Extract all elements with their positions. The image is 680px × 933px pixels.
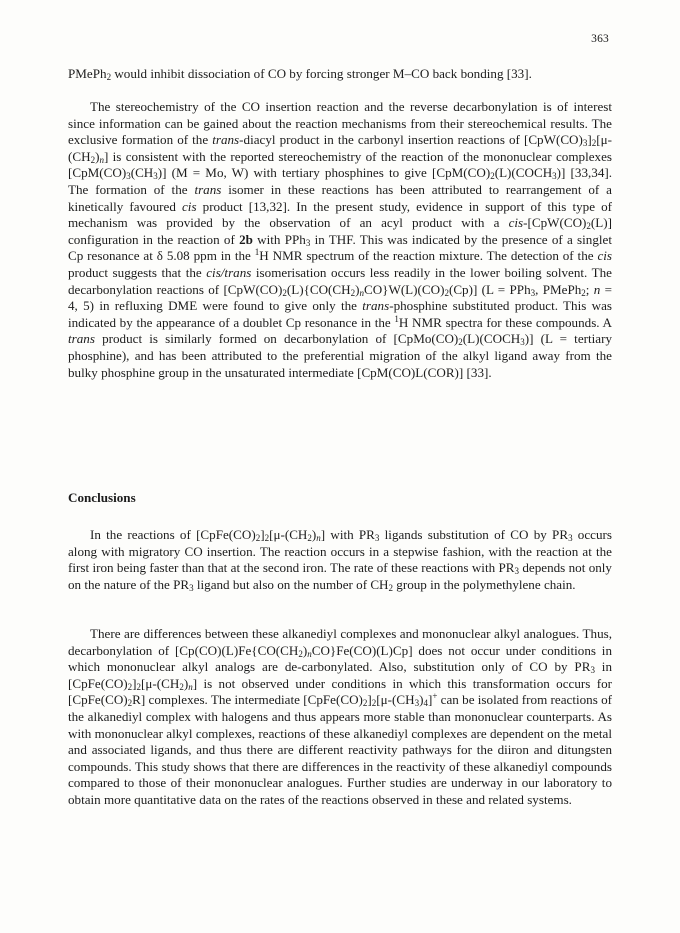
paragraph-continuation: PMePh$_2$ would inhibit dissociation of CO by forcing stronger M–CO back bonding [33]. bbox=[68, 66, 532, 82]
paragraph-conclusions-2: There are differences between these alkanediyl complexes and mononuclear alkyl analogues. Thus, decarbonylation of $[Cp(CO)(L)Fe\{CO(CH_2)_nCO\}Fe(CO)(L)Cp]$ does not occur under conditions in which mononuclear alkyl analogs are de-carbonylated. Also, substitution only of CO by $PR_3$ in $[CpFe(CO)_2]_2[\mu-(CH_2)_n]$ is not observed under conditions in which this transformation occurs for $[CpFe(CO)_2R]$ complexes. The intermediate $[CpFe(CO)_2]_2[\mu-(CH_3)_4]^+$ can be isolated from reactions of the alkanediyl complex with halogens and thus appears more stable than mononuclear counterparts. As with mononuclear alkyl complexes, reactions of these alkanediyl complexes are dependent on the metal and associated ligands, and thus there are different reactivity pathways for the diiron and ditungsten compounds. This study shows that there are differences in the reactivity of these alkanediyl compounds compared to those of their mononuclear analogues. Further studies are underway in our laboratory to obtain more quantitative data on the rates of the reactions observed in these and related systems. bbox=[68, 626, 613, 807]
section-heading-conclusions: Conclusions bbox=[68, 490, 136, 505]
paragraph-stereochemistry: The stereochemistry of the CO insertion reaction and the reverse decarbonylation is of interest since information can be gained about the reaction mechanisms from their stereochemical results. The exclusive formation of the trans-diacyl product in the carbonyl insertion reactions of $[CpW(CO)_3]_2[\mu-(CH_2)_n]$ is consistent with the reported stereochemistry of the reaction of the mononuclear complexes $[CpM(CO)_3(CH_3)] (M = Mo$, W) with tertiary phosphines to give $[CpM(CO)_2(L)(COCH_3)]$ [33,34]. The formation of the trans isomer in these reactions has been attributed to rearrangement of a kinetically favoured cis product [13,32]. In the present study, evidence in support of this type of mechanism was provided by the observation of an acyl product with a cis-$[CpW(CO)_2(L)]$ configuration in the reaction of 2b with PPh$_3$ in THF. This was indicated by the presence of a singlet Cp resonance at δ 5.08 ppm in the $^1$H NMR spectrum of the reaction mixture. The detection of the cis product suggests that the cis/trans isomerisation occurs less readily in the lower boiling solvent. The decarbonylation reactions of $[CpW(CO)_2(L)\{CO(CH_2)_nCO\}W(L)(CO)_2(Cp)] (L = PPh_3$, PMePh$_2$; n = 4, 5) in refluxing DME were found to give only the trans-phosphine substituted product. This was indicated by the appearance of a doublet Cp resonance in the $^1$H NMR spectra for these compounds. A trans product is similarly formed on decarbonylation of $[CpMo(CO)_2(L)(COCH_3)] (L$ = tertiary phosphine), and has been attributed to the preferential migration of the alkyl ligand away from the bulky phosphine group in the unsaturated intermediate [CpM(CO)L(COR)] [33]. bbox=[68, 99, 613, 380]
page-number: 363 bbox=[591, 33, 609, 45]
paragraph-conclusions-1: In the reactions of $[CpFe(CO)_2]_2[\mu-(CH_2)_n]$ with $PR_3$ ligands substitution of CO by $PR_3$ occurs along with migratory CO insertion. The reaction occurs in a stepwise fashion, with the reaction at the first iron being faster than that at the second iron. The rate of these reactions with $PR_3$ depends not only on the nature of the $PR_3$ ligand but also on the number of $CH_2$ group in the polymethylene chain. bbox=[68, 527, 612, 593]
